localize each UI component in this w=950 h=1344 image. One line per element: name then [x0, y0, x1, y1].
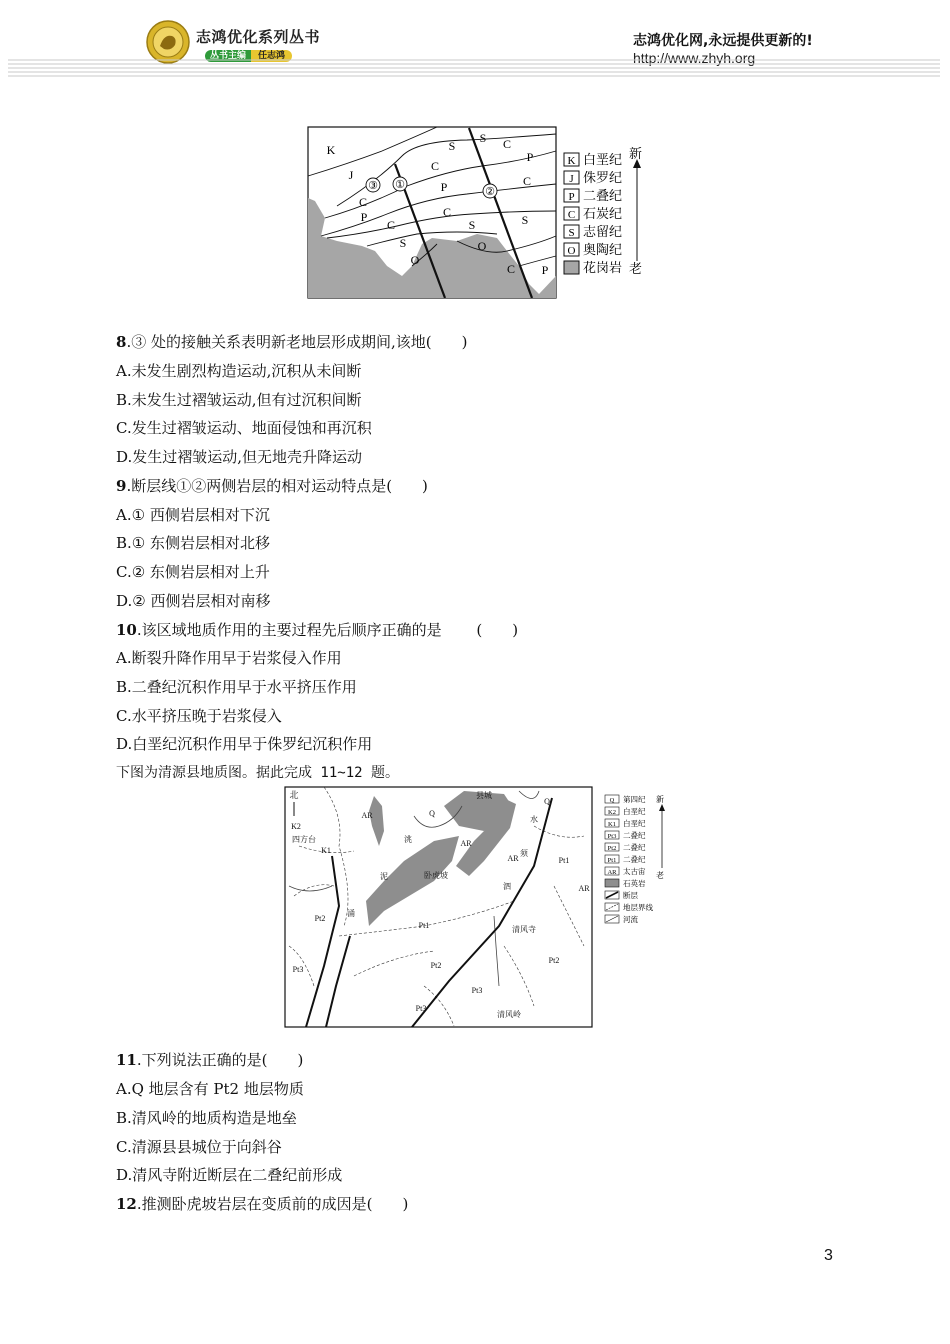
label-p: P: [440, 180, 448, 194]
series-title: 志鸿优化系列丛书: [196, 28, 321, 46]
option-b: B.二叠纪沉积作用早于水平挤压作用: [116, 678, 357, 696]
label-c: C: [522, 174, 532, 188]
north-arrow-label: 北: [289, 790, 299, 800]
question-11: 11.下列说法正确的是( ): [116, 1051, 304, 1069]
question-8: 8.③ 处的接触关系表明新老地层形成期间,该地( ): [116, 333, 468, 351]
svg-text:断层: 断层: [623, 891, 638, 900]
svg-text:白垩纪: 白垩纪: [623, 807, 646, 816]
svg-text:二叠纪: 二叠纪: [623, 831, 646, 840]
svg-text:Q: Q: [609, 797, 615, 804]
option-a: A.断裂升降作用早于岩浆侵入作用: [116, 649, 342, 667]
svg-text:Pt3: Pt3: [415, 1004, 427, 1013]
option-a: A.未发生剧烈构造运动,沉积从未间断: [116, 362, 362, 380]
strata-legend: [564, 146, 642, 276]
site-slogan: 志鸿优化网,永远提供更新的!: [633, 33, 813, 49]
svg-text:K: K: [567, 155, 576, 167]
svg-text:AR: AR: [460, 839, 472, 848]
svg-text:Pt3: Pt3: [292, 965, 304, 974]
editor-badge: 丛书主编 任志鸿: [205, 48, 292, 61]
geologic-map: [284, 786, 674, 1031]
option-c: C.发生过褶皱运动、地面侵蚀和再沉积: [116, 419, 372, 437]
label-c: C: [442, 205, 452, 219]
option-c: C.清源县县城位于向斜谷: [116, 1138, 282, 1156]
label-s: S: [479, 131, 487, 145]
fault-2-label: ②: [485, 186, 495, 198]
label-o: O: [410, 253, 420, 267]
label-p: P: [526, 150, 534, 164]
svg-text:AR: AR: [607, 869, 617, 876]
place-qingfengsi: 清风寺: [512, 925, 536, 934]
option-d: D.② 西侧岩层相对南移: [116, 592, 271, 610]
svg-text:地层界线: 地层界线: [623, 903, 653, 912]
svg-text:O: O: [567, 245, 576, 257]
map-legend: [605, 794, 665, 924]
svg-text:水: 水: [530, 815, 538, 824]
option-b: B.未发生过褶皱运动,但有过沉积间断: [116, 391, 362, 409]
svg-text:J: J: [569, 173, 574, 185]
fault-1-label: ①: [395, 179, 405, 191]
label-p: P: [360, 210, 368, 224]
intro-11-12: 下图为清源县地质图。据此完成 11~12 题。: [116, 765, 399, 781]
svg-text:太古宙: 太古宙: [623, 867, 646, 876]
svg-text:新: 新: [656, 795, 664, 804]
svg-text:Pt1: Pt1: [607, 857, 617, 864]
svg-text:须: 须: [520, 849, 528, 858]
svg-text:P: P: [568, 191, 575, 203]
place-qingfengling: 清风岭: [497, 1010, 521, 1019]
svg-text:洮: 洮: [404, 835, 412, 844]
svg-text:二叠纪: 二叠纪: [623, 843, 646, 852]
svg-text:Pt2: Pt2: [548, 956, 560, 965]
svg-text:AR: AR: [578, 884, 590, 893]
svg-text:新: 新: [629, 146, 643, 161]
svg-text:二叠纪: 二叠纪: [623, 855, 646, 864]
svg-text:二叠纪: 二叠纪: [583, 188, 623, 203]
label-p: P: [541, 263, 549, 277]
header-rule: [8, 58, 940, 80]
label-j: J: [348, 168, 354, 182]
svg-text:老: 老: [629, 261, 643, 276]
option-b: B.清风岭的地质构造是地垒: [116, 1109, 297, 1127]
label-c: C: [358, 195, 368, 209]
svg-text:Pt3: Pt3: [607, 833, 617, 840]
strata-diagram: [307, 126, 647, 301]
label-s: S: [521, 213, 529, 227]
svg-text:白垩纪: 白垩纪: [623, 819, 646, 828]
svg-text:S: S: [568, 227, 575, 239]
svg-text:Pt2: Pt2: [430, 961, 442, 970]
svg-text:花岗岩: 花岗岩: [583, 260, 623, 275]
label-o: O: [477, 239, 487, 253]
label-s: S: [448, 139, 456, 153]
svg-text:Q: Q: [544, 797, 550, 806]
svg-text:C: C: [567, 209, 576, 221]
svg-text:老: 老: [656, 871, 664, 880]
label-k: K: [326, 143, 336, 157]
label-c: C: [506, 262, 516, 276]
contact-3-label: ③: [368, 180, 378, 192]
place-wohupo: 卧虎坡: [424, 871, 448, 880]
svg-text:石英岩: 石英岩: [623, 879, 646, 888]
svg-text:奥陶纪: 奥陶纪: [583, 242, 623, 257]
svg-text:K2: K2: [608, 809, 616, 816]
svg-text:K2: K2: [291, 822, 301, 831]
arrow-up-icon: [659, 804, 665, 811]
option-b: B.① 东侧岩层相对北移: [116, 534, 271, 552]
option-a: A.① 西侧岩层相对下沉: [116, 506, 270, 524]
label-c: C: [430, 159, 440, 173]
svg-text:石炭纪: 石炭纪: [583, 206, 623, 221]
place-sifangtai: 四方台: [292, 835, 316, 844]
svg-text:Pt1: Pt1: [558, 856, 570, 865]
svg-text:Pt2: Pt2: [607, 845, 617, 852]
svg-text:AR: AR: [507, 854, 519, 863]
svg-text:K1: K1: [321, 846, 331, 855]
svg-text:泗: 泗: [503, 882, 511, 891]
page-number: 3: [824, 1247, 833, 1264]
label-s: S: [468, 218, 476, 232]
question-12: 12.推测卧虎坡岩层在变质前的成因是( ): [116, 1195, 409, 1213]
label-s: S: [399, 236, 407, 250]
option-c: C.水平挤压晚于岩浆侵入: [116, 707, 282, 725]
svg-text:河流: 河流: [623, 915, 638, 924]
svg-text:白垩纪: 白垩纪: [583, 152, 623, 167]
svg-text:Pt3: Pt3: [471, 986, 483, 995]
place-county: 县城: [476, 791, 492, 800]
site-url[interactable]: http://www.zhyh.org: [633, 50, 756, 66]
svg-text:志留纪: 志留纪: [583, 224, 623, 239]
option-a: A.Q 地层含有 Pt2 地层物质: [116, 1080, 304, 1098]
label-c: C: [386, 218, 396, 232]
question-10: 10.该区域地质作用的主要过程先后顺序正确的是 ( ): [116, 621, 519, 639]
option-c: C.② 东侧岩层相对上升: [116, 563, 270, 581]
question-9: 9.断层线①②两侧岩层的相对运动特点是( ): [116, 477, 428, 495]
svg-text:侏罗纪: 侏罗纪: [583, 170, 623, 185]
page-header: [0, 0, 950, 80]
option-d: D.白垩纪沉积作用早于侏罗纪沉积作用: [116, 735, 373, 753]
option-d: D.发生过褶皱运动,但无地壳升降运动: [116, 448, 363, 466]
label-c: C: [502, 137, 512, 151]
svg-text:K1: K1: [608, 821, 616, 828]
svg-text:Q: Q: [429, 809, 435, 818]
svg-text:AR: AR: [361, 811, 373, 820]
svg-text:Pt2: Pt2: [314, 914, 326, 923]
option-d: D.清风寺附近断层在二叠纪前形成: [116, 1166, 343, 1184]
svg-text:第四纪: 第四纪: [623, 795, 646, 804]
svg-text:Pt1: Pt1: [418, 921, 430, 930]
svg-text:涌: 涌: [347, 909, 355, 918]
svg-text:泥: 泥: [380, 872, 388, 881]
